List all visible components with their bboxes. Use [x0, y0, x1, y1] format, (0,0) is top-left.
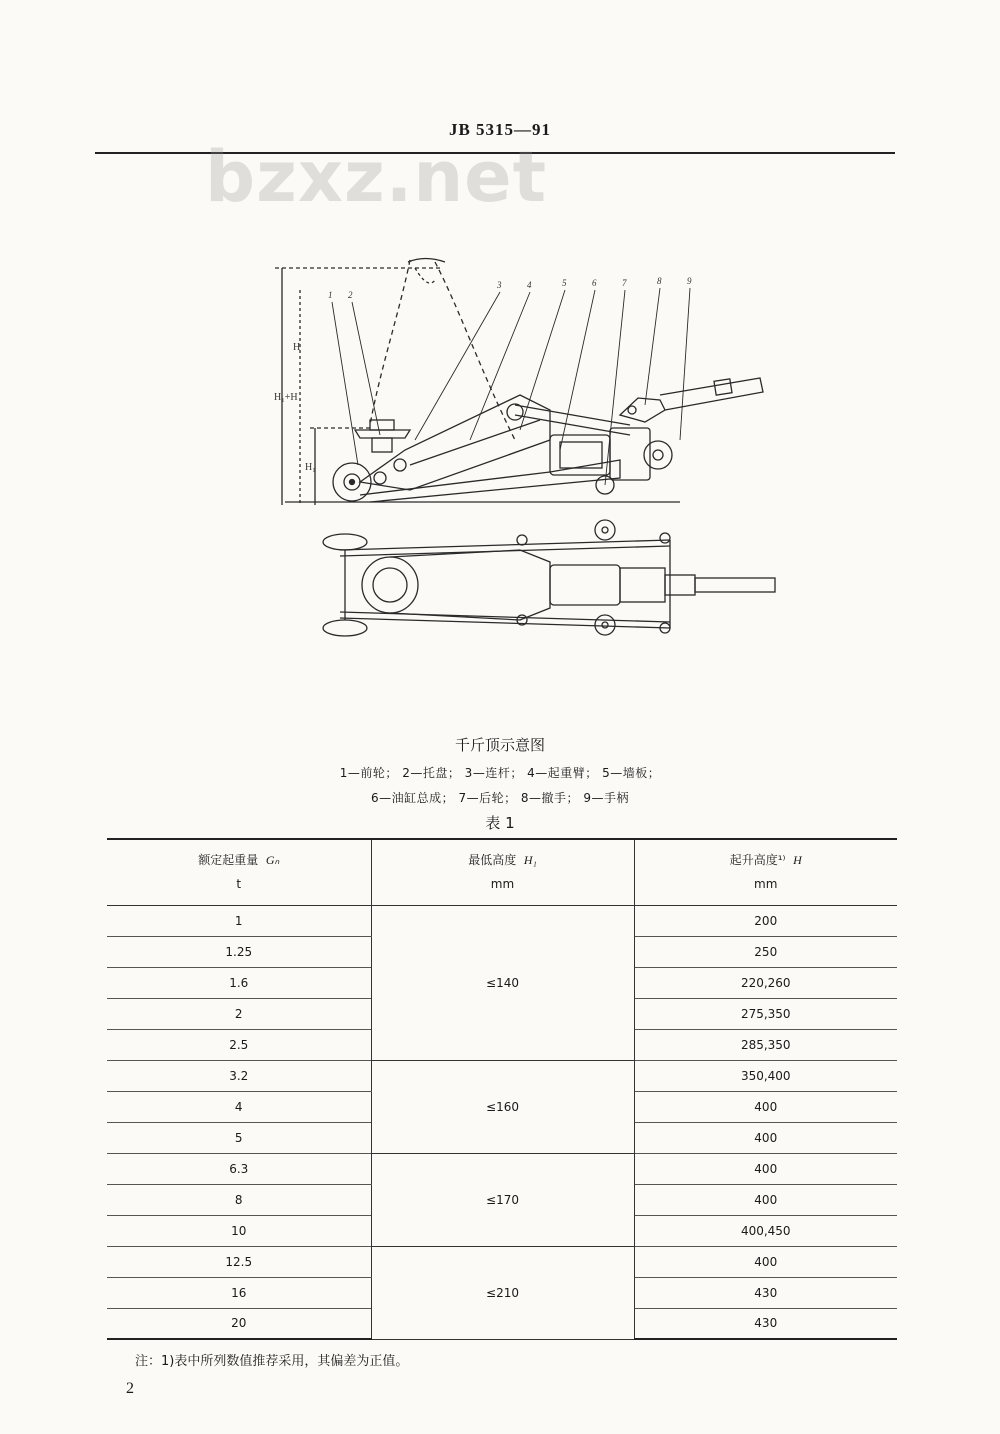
dim-label-h1h: H₁+H: [274, 392, 298, 403]
callout-8: 8: [657, 276, 662, 286]
header-lift-height: 起升高度¹⁾ H mm: [634, 839, 897, 905]
handle: [660, 378, 763, 410]
release-lever: [620, 398, 665, 422]
standard-code: JB 5315—91: [448, 120, 552, 139]
lift-cell: 430: [634, 1308, 897, 1339]
lift-cell: 200: [634, 905, 897, 936]
jack-diagram: [260, 250, 800, 660]
lift-cell: 400,450: [634, 1215, 897, 1246]
callout-4: 4: [527, 280, 532, 290]
lift-cell: 220,260: [634, 967, 897, 998]
table-row: [107, 1060, 897, 1091]
table-caption: 表 1: [485, 814, 515, 832]
min-height-cell: ≤210: [371, 1246, 634, 1339]
lift-cell: 400: [634, 1153, 897, 1184]
raised-arm-outline: [370, 260, 410, 425]
leader-lines: [332, 288, 690, 485]
capacity-cell: 1.6: [107, 967, 371, 998]
capacity-cell: 2.5: [107, 1029, 371, 1060]
page-number: 2: [126, 1380, 134, 1397]
capacity-cell: 20: [107, 1308, 371, 1339]
figure-legend-line-1: 1—前轮； 2—托盘； 3—连杆； 4—起重臂； 5—墙板；: [339, 766, 661, 780]
top-view: [323, 520, 775, 636]
callout-3: 3: [497, 280, 502, 290]
lift-cell: 400: [634, 1091, 897, 1122]
table-footnote: 注：1)表中所列数值推荐采用，其偏差为正值。: [135, 1354, 409, 1369]
lift-cell: 350,400: [634, 1060, 897, 1091]
callout-7: 7: [622, 278, 627, 288]
lift-cell: 250: [634, 936, 897, 967]
lift-cell: 400: [634, 1184, 897, 1215]
capacity-cell: 2: [107, 998, 371, 1029]
min-height-cell: ≤160: [371, 1060, 634, 1153]
lift-cell: 400: [634, 1122, 897, 1153]
side-plate: [360, 460, 620, 502]
capacity-cell: 8: [107, 1184, 371, 1215]
lift-cell: 430: [634, 1277, 897, 1308]
hydraulic-cylinder: [550, 435, 610, 475]
capacity-cell: 12.5: [107, 1246, 371, 1277]
spec-table: [107, 838, 897, 1340]
min-height-cell: ≤140: [371, 905, 634, 1060]
min-height-cell: ≤170: [371, 1153, 634, 1246]
capacity-cell: 16: [107, 1277, 371, 1308]
capacity-cell: 10: [107, 1215, 371, 1246]
capacity-cell: 6.3: [107, 1153, 371, 1184]
table-row: [107, 1246, 897, 1277]
table-row: [107, 905, 897, 936]
callout-2: 2: [348, 290, 353, 300]
dim-label-h: H: [293, 342, 301, 353]
dim-label-h1: H₁: [305, 462, 316, 473]
table-header-row: [107, 839, 897, 905]
callout-6: 6: [592, 278, 597, 288]
callout-9: 9: [687, 276, 692, 286]
lift-cell: 275,350: [634, 998, 897, 1029]
callout-5: 5: [562, 278, 567, 288]
capacity-cell: 1: [107, 905, 371, 936]
capacity-cell: 5: [107, 1122, 371, 1153]
table-row: [107, 1153, 897, 1184]
header-rated-capacity: 额定起重量 Gₙ t: [107, 839, 371, 905]
watermark: bzxz.net: [205, 136, 548, 218]
header-min-height: 最低高度 H₁ mm: [371, 839, 634, 905]
figure-title: 千斤顶示意图: [454, 736, 545, 754]
callout-1: 1: [328, 290, 333, 300]
capacity-cell: 1.25: [107, 936, 371, 967]
capacity-cell: 4: [107, 1091, 371, 1122]
saddle: [355, 430, 410, 438]
figure-legend-line-2: 6—油缸总成； 7—后轮； 8—撤手； 9—手柄: [371, 791, 629, 805]
capacity-cell: 3.2: [107, 1060, 371, 1091]
lift-cell: 400: [634, 1246, 897, 1277]
lift-cell: 285,350: [634, 1029, 897, 1060]
